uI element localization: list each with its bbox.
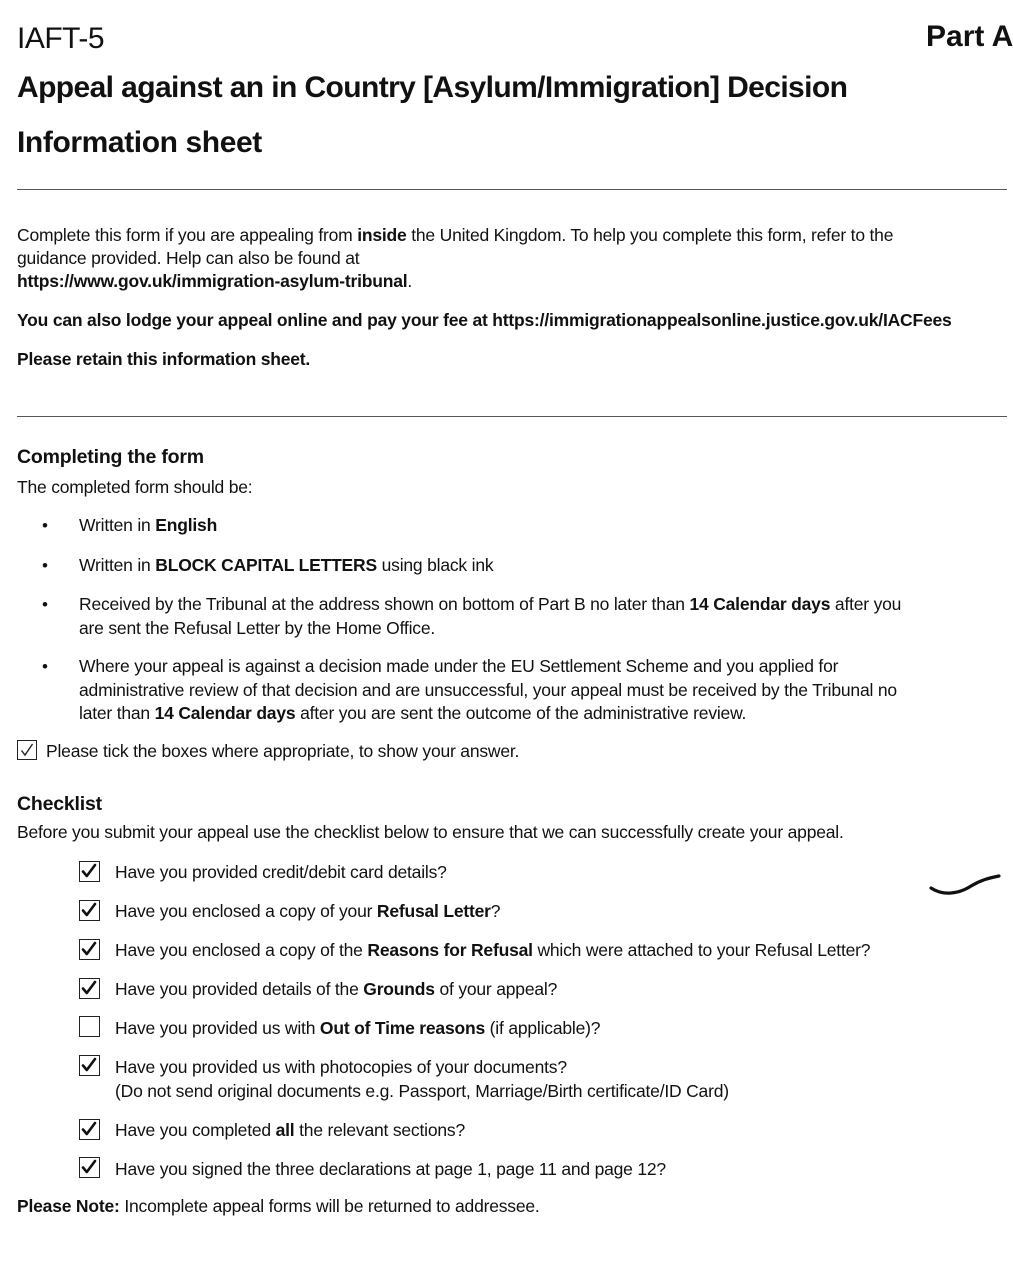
list-item-text: using black ink: [376, 555, 494, 575]
checklist-item: [115, 1055, 729, 1103]
checklist-checkbox[interactable]: [79, 1157, 100, 1178]
checklist-item-text: ?: [490, 901, 501, 921]
checklist-heading: Checklist: [17, 793, 102, 815]
checklist-item: [115, 1016, 600, 1040]
list-item: [79, 554, 939, 578]
tick-hint-text: Please tick the boxes where appropriate, to show your answer.: [46, 741, 520, 761]
list-item-text: Received by the Tribunal at the address shown on bottom of Part B no later than: [79, 594, 690, 614]
list-item-emphasis: 14 Calendar days: [689, 594, 831, 614]
checkmark-icon: [80, 1158, 98, 1176]
intro-text: the United Kingdom. To help you complete this form, refer to the: [406, 225, 894, 245]
checkmark-icon: [80, 901, 98, 919]
list-item-text: Written in: [79, 515, 156, 535]
note-label: Please Note:: [17, 1196, 120, 1216]
intro-text: Complete this form if you are appealing from: [17, 225, 358, 245]
bullet-marker: •: [42, 657, 48, 676]
checklist-checkbox[interactable]: [79, 1055, 100, 1076]
please-note: [17, 1196, 540, 1217]
list-item-text: Where your appeal is against a decision made under the EU Settlement Scheme and you applied for administrative review of that decision and are unsuccessful, your appeal must be received by the Tribunal no later than: [79, 656, 897, 723]
list-item-text: Written in: [79, 555, 156, 575]
checkmark-icon: [80, 1120, 98, 1138]
checkmark-icon: [80, 940, 98, 958]
checkmark-icon: [80, 862, 98, 880]
list-item: [79, 514, 939, 538]
form-code: IAFT-5: [17, 22, 105, 55]
checklist-item: [115, 899, 500, 923]
checklist-item-subtext: (Do not send original documents e.g. Passport, Marriage/Birth certificate/ID Card): [115, 1081, 729, 1101]
completing-heading: Completing the form: [17, 446, 204, 468]
checkmark-icon: [80, 979, 98, 997]
bullet-marker: •: [42, 556, 48, 575]
divider: [17, 189, 1007, 190]
checklist-item-text: the relevant sections?: [294, 1120, 465, 1140]
checklist-checkbox[interactable]: [79, 1016, 100, 1037]
checklist-item-text: which were attached to your Refusal Letter?: [532, 940, 871, 960]
lodge-online-note[interactable]: You can also lodge your appeal online and pay your fee at https://immigrationappealsonline.justice.gov.uk/IACFees: [17, 310, 952, 330]
retain-note: Please retain this information sheet.: [17, 349, 311, 369]
divider: [17, 416, 1007, 417]
completing-lead: The completed form should be:: [17, 477, 253, 497]
checklist-checkbox[interactable]: [79, 861, 100, 882]
page-title: Appeal against an in Country [Asylum/Immigration] Decision: [17, 71, 848, 104]
list-item: [79, 593, 929, 640]
checklist-item-emphasis: Reasons for Refusal: [367, 940, 533, 960]
checklist-lead: Before you submit your appeal use the checklist below to ensure that we can successfully create your appeal.: [17, 822, 844, 842]
checklist-item-text: Have you provided us with: [115, 1018, 320, 1038]
checklist-item: [115, 860, 447, 884]
checklist-item-text: Have you completed: [115, 1120, 276, 1140]
checkmark-icon: [80, 1056, 98, 1074]
checklist-item-text: Have you signed the three declarations at page 1, page 11 and page 12?: [115, 1159, 666, 1179]
checklist-item-emphasis: Out of Time reasons: [319, 1018, 486, 1038]
checklist-item-emphasis: Refusal Letter: [376, 901, 491, 921]
list-item-emphasis: English: [155, 515, 218, 535]
checklist-checkbox[interactable]: [79, 1119, 100, 1140]
list-item: [79, 655, 899, 726]
intro-text: .: [407, 271, 413, 291]
part-label: Part A: [926, 20, 1013, 53]
checklist-item: [115, 938, 870, 962]
checklist-checkbox[interactable]: [79, 978, 100, 999]
checklist-item-text: Have you enclosed a copy of the: [115, 940, 368, 960]
checklist-item-text: of your appeal?: [434, 979, 558, 999]
pen-stroke-mark: [925, 868, 1000, 908]
checklist-item-text: Have you provided credit/debit card details?: [115, 862, 447, 882]
bullet-marker: •: [42, 516, 48, 535]
intro-text: guidance provided. Help can also be found at: [17, 248, 360, 268]
checkmark-icon: [19, 742, 35, 758]
intro-emphasis: inside: [357, 225, 407, 245]
checklist-item-text: (if applicable)?: [485, 1018, 601, 1038]
checklist-item-emphasis: Grounds: [363, 979, 435, 999]
checklist-item-emphasis: all: [275, 1120, 295, 1140]
tick-example-box: [17, 740, 37, 760]
checklist-item: [115, 977, 557, 1001]
checklist-item-text: Have you provided details of the: [115, 979, 364, 999]
page-subtitle: Information sheet: [17, 126, 262, 159]
checklist-item: [115, 1118, 465, 1142]
checklist-item-text: Have you enclosed a copy of your: [115, 901, 377, 921]
guidance-link[interactable]: https://www.gov.uk/immigration-asylum-tribunal: [17, 271, 408, 291]
checklist-item: [115, 1157, 666, 1181]
intro-paragraph: [17, 224, 982, 293]
checklist-checkbox[interactable]: [79, 900, 100, 921]
checklist-item-text: Have you provided us with photocopies of your documents?: [115, 1057, 567, 1077]
list-item-text: after you are sent the outcome of the administrative review.: [295, 703, 747, 723]
bullet-marker: •: [42, 595, 48, 614]
checklist-checkbox[interactable]: [79, 939, 100, 960]
list-item-emphasis: BLOCK CAPITAL LETTERS: [155, 555, 377, 575]
list-item-text: after you are sent the Refusal Letter by the Home Office.: [79, 594, 902, 638]
list-item-emphasis: 14 Calendar days: [154, 703, 296, 723]
note-text: Incomplete appeal forms will be returned to addressee.: [119, 1196, 540, 1216]
